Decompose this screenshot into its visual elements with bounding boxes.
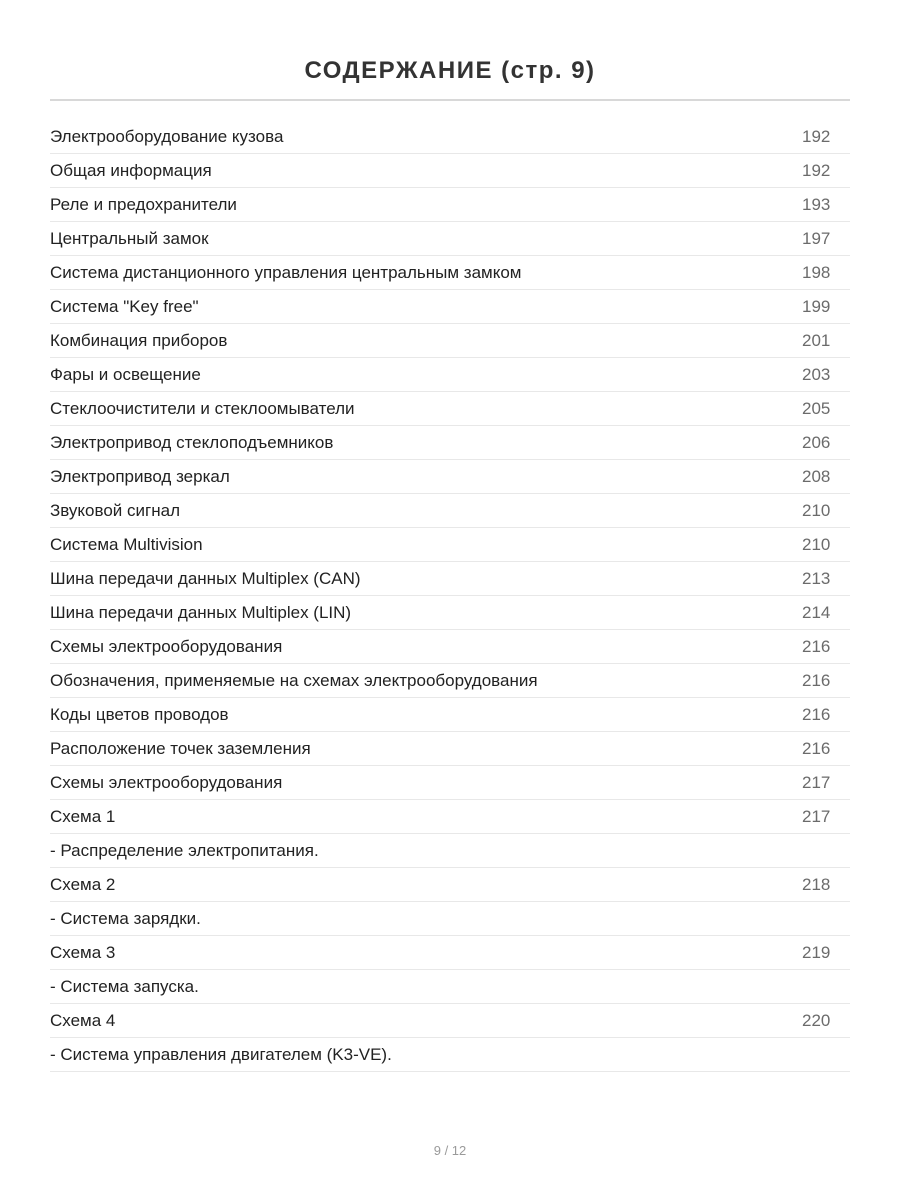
toc-entry-title: Центральный замок bbox=[50, 229, 209, 248]
toc-entry[interactable] bbox=[50, 766, 850, 800]
toc-entry[interactable] bbox=[50, 970, 850, 1004]
toc-entry-title: Шина передачи данных Multiplex (CAN) bbox=[50, 569, 361, 588]
toc-entry[interactable] bbox=[50, 936, 850, 970]
toc-entry-page: 214 bbox=[802, 603, 831, 622]
toc-entry-title: Схемы электрооборудования bbox=[50, 773, 283, 792]
toc-entry[interactable] bbox=[50, 834, 850, 868]
toc-entry-page: 205 bbox=[802, 399, 831, 418]
toc-list bbox=[50, 120, 850, 1072]
toc-entry[interactable] bbox=[50, 120, 850, 154]
title-divider bbox=[50, 99, 850, 101]
toc-entry[interactable] bbox=[50, 868, 850, 902]
toc-entry-title: Система "Key free" bbox=[50, 297, 199, 316]
toc-entry[interactable] bbox=[50, 290, 850, 324]
toc-entry-title: Система Multivision bbox=[50, 535, 203, 554]
page-title: СОДЕРЖАНИЕ (стр. 9) bbox=[304, 57, 596, 85]
toc-entry-page: 218 bbox=[802, 875, 831, 894]
toc-entry-page: 219 bbox=[802, 943, 831, 962]
toc-entry-title: Фары и освещение bbox=[50, 365, 201, 384]
toc-entry-page: 192 bbox=[802, 161, 831, 180]
toc-entry-page: 216 bbox=[802, 739, 831, 758]
toc-entry[interactable] bbox=[50, 324, 850, 358]
toc-entry-title: - Система запуска. bbox=[50, 977, 199, 996]
toc-entry[interactable] bbox=[50, 358, 850, 392]
toc-entry-title: Электропривод зеркал bbox=[50, 467, 230, 486]
toc-entry[interactable] bbox=[50, 1004, 850, 1038]
toc-entry[interactable] bbox=[50, 1038, 850, 1072]
toc-entry-page: 217 bbox=[802, 807, 831, 826]
toc-entry[interactable] bbox=[50, 902, 850, 936]
toc-entry[interactable] bbox=[50, 426, 850, 460]
toc-entry-title: Шина передачи данных Multiplex (LIN) bbox=[50, 603, 352, 622]
toc-entry[interactable] bbox=[50, 188, 850, 222]
toc-entry-title: - Система зарядки. bbox=[50, 909, 201, 928]
toc-entry-title: Схема 2 bbox=[50, 875, 116, 894]
toc-entry-page: 210 bbox=[802, 501, 831, 520]
toc-entry-title: Обозначения, применяемые на схемах электрооборудования bbox=[50, 671, 538, 690]
toc-entry-page: 206 bbox=[802, 433, 831, 452]
toc-entry-page: 199 bbox=[802, 297, 831, 316]
toc-entry-title: Схема 4 bbox=[50, 1011, 116, 1030]
toc-entry-title: Стеклоочистители и стеклоомыватели bbox=[50, 399, 355, 418]
toc-entry[interactable] bbox=[50, 562, 850, 596]
toc-entry[interactable] bbox=[50, 596, 850, 630]
toc-entry-page: 192 bbox=[802, 127, 831, 146]
toc-entry-page: 198 bbox=[802, 263, 831, 282]
toc-entry-title: Система дистанционного управления центральным замком bbox=[50, 263, 522, 282]
toc-entry-page: 217 bbox=[802, 773, 831, 792]
page-indicator: 9 / 12 bbox=[433, 1143, 467, 1158]
toc-entry-page: 201 bbox=[802, 331, 831, 350]
toc-entry[interactable] bbox=[50, 630, 850, 664]
toc-entry-page: 193 bbox=[802, 195, 831, 214]
toc-entry[interactable] bbox=[50, 664, 850, 698]
toc-entry[interactable] bbox=[50, 800, 850, 834]
toc-entry-page: 216 bbox=[802, 671, 831, 690]
toc-entry-page: 216 bbox=[802, 637, 831, 656]
toc-entry-title: Электропривод стеклоподъемников bbox=[50, 433, 334, 452]
toc-entry-page: 216 bbox=[802, 705, 831, 724]
toc-entry[interactable] bbox=[50, 154, 850, 188]
toc-entry-title: Общая информация bbox=[50, 161, 212, 180]
toc-entry[interactable] bbox=[50, 222, 850, 256]
toc-entry-title: Электрооборудование кузова bbox=[50, 127, 284, 146]
toc-entry-title: Звуковой сигнал bbox=[50, 501, 180, 520]
toc-entry-page: 210 bbox=[802, 535, 831, 554]
toc-entry-page: 197 bbox=[802, 229, 831, 248]
toc-entry[interactable] bbox=[50, 732, 850, 766]
toc-entry[interactable] bbox=[50, 256, 850, 290]
toc-entry-title: - Распределение электропитания. bbox=[50, 841, 319, 860]
toc-entry-title: - Система управления двигателем (K3-VE). bbox=[50, 1045, 392, 1064]
toc-entry[interactable] bbox=[50, 698, 850, 732]
toc-entry-title: Расположение точек заземления bbox=[50, 739, 311, 758]
toc-entry-title: Комбинация приборов bbox=[50, 331, 228, 350]
toc-entry-page: 213 bbox=[802, 569, 831, 588]
toc-entry[interactable] bbox=[50, 460, 850, 494]
toc-entry-title: Схемы электрооборудования bbox=[50, 637, 283, 656]
toc-entry-page: 208 bbox=[802, 467, 831, 486]
toc-entry-title: Коды цветов проводов bbox=[50, 705, 229, 724]
toc-entry[interactable] bbox=[50, 528, 850, 562]
toc-entry-page: 203 bbox=[802, 365, 831, 384]
toc-entry-title: Реле и предохранители bbox=[50, 195, 237, 214]
toc-entry[interactable] bbox=[50, 392, 850, 426]
toc-entry-title: Схема 1 bbox=[50, 807, 116, 826]
toc-entry-title: Схема 3 bbox=[50, 943, 116, 962]
toc-entry[interactable] bbox=[50, 494, 850, 528]
toc-entry-page: 220 bbox=[802, 1011, 831, 1030]
